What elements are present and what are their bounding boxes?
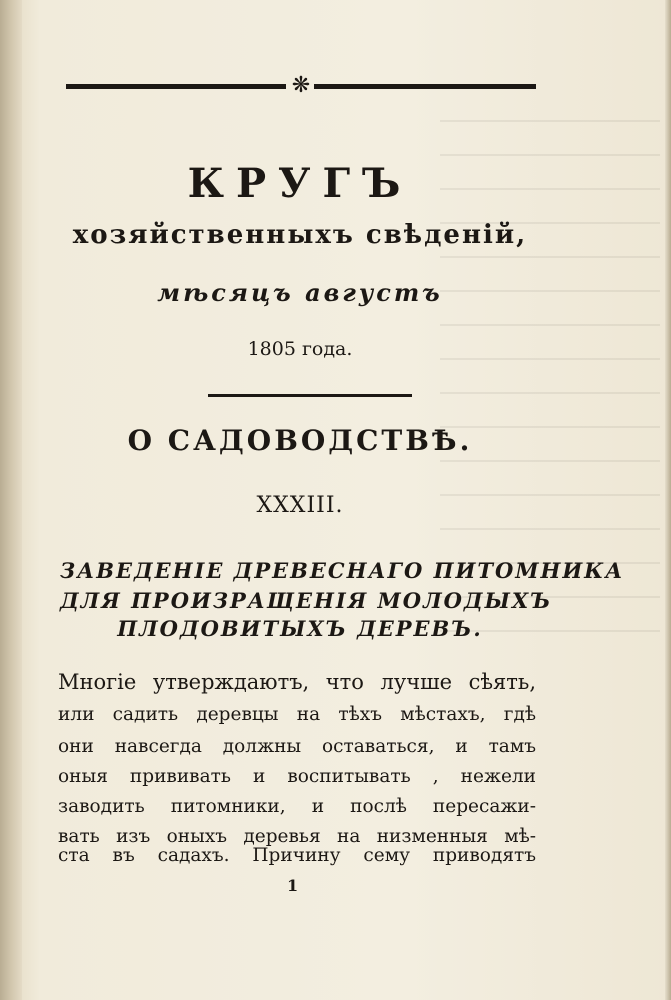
article-heading-line: ДЛЯ ПРОИЗРАЩЕНІЯ МОЛОДЫХЪ <box>60 588 553 613</box>
body-text-line: заводить питомники, и послѣ пересажи- <box>58 796 536 817</box>
printer-signature-mark: 1 <box>287 876 299 895</box>
ornament-rule-right <box>314 84 536 89</box>
article-heading-line: ПЛОДОВИТЫХЪ ДЕРЕВЪ. <box>117 616 483 641</box>
ornament-star-icon: ❋ <box>291 73 311 98</box>
body-text-line: или садить деревцы на тѣхъ мѣстахъ, гдѣ <box>58 704 536 725</box>
body-text-line: вать изъ оныхъ деревья на низменныя мѣ- <box>58 826 536 847</box>
ornament-rule-left <box>66 84 286 89</box>
page-edge <box>665 0 671 1000</box>
article-number: XXXIII. <box>256 493 344 518</box>
divider-rule <box>208 394 412 397</box>
body-text-line: Многіе утверждаютъ, что лучше сѣять, <box>58 670 536 694</box>
article-heading-line: ЗАВЕДЕНІЕ ДРЕВЕСНАГО ПИТОМНИКА <box>60 558 625 583</box>
page-title: КРУГЪ <box>187 160 413 207</box>
page-subtitle: хозяйственныхъ свѣденій, <box>72 220 528 250</box>
header-ornament <box>66 73 536 100</box>
year-line: 1805 года. <box>247 338 353 360</box>
body-text-line: оныя прививать и воспитывать , нежели <box>58 766 536 787</box>
month-line: мѣсяцъ августъ <box>157 278 443 307</box>
body-text-line: ста въ садахъ. Причину сему приводятъ <box>58 845 536 866</box>
body-text-line: они навсегда должны оставаться, и тамъ <box>58 736 536 757</box>
book-gutter <box>0 0 22 1000</box>
section-title: О САДОВОДСТВѢ. <box>127 424 473 457</box>
